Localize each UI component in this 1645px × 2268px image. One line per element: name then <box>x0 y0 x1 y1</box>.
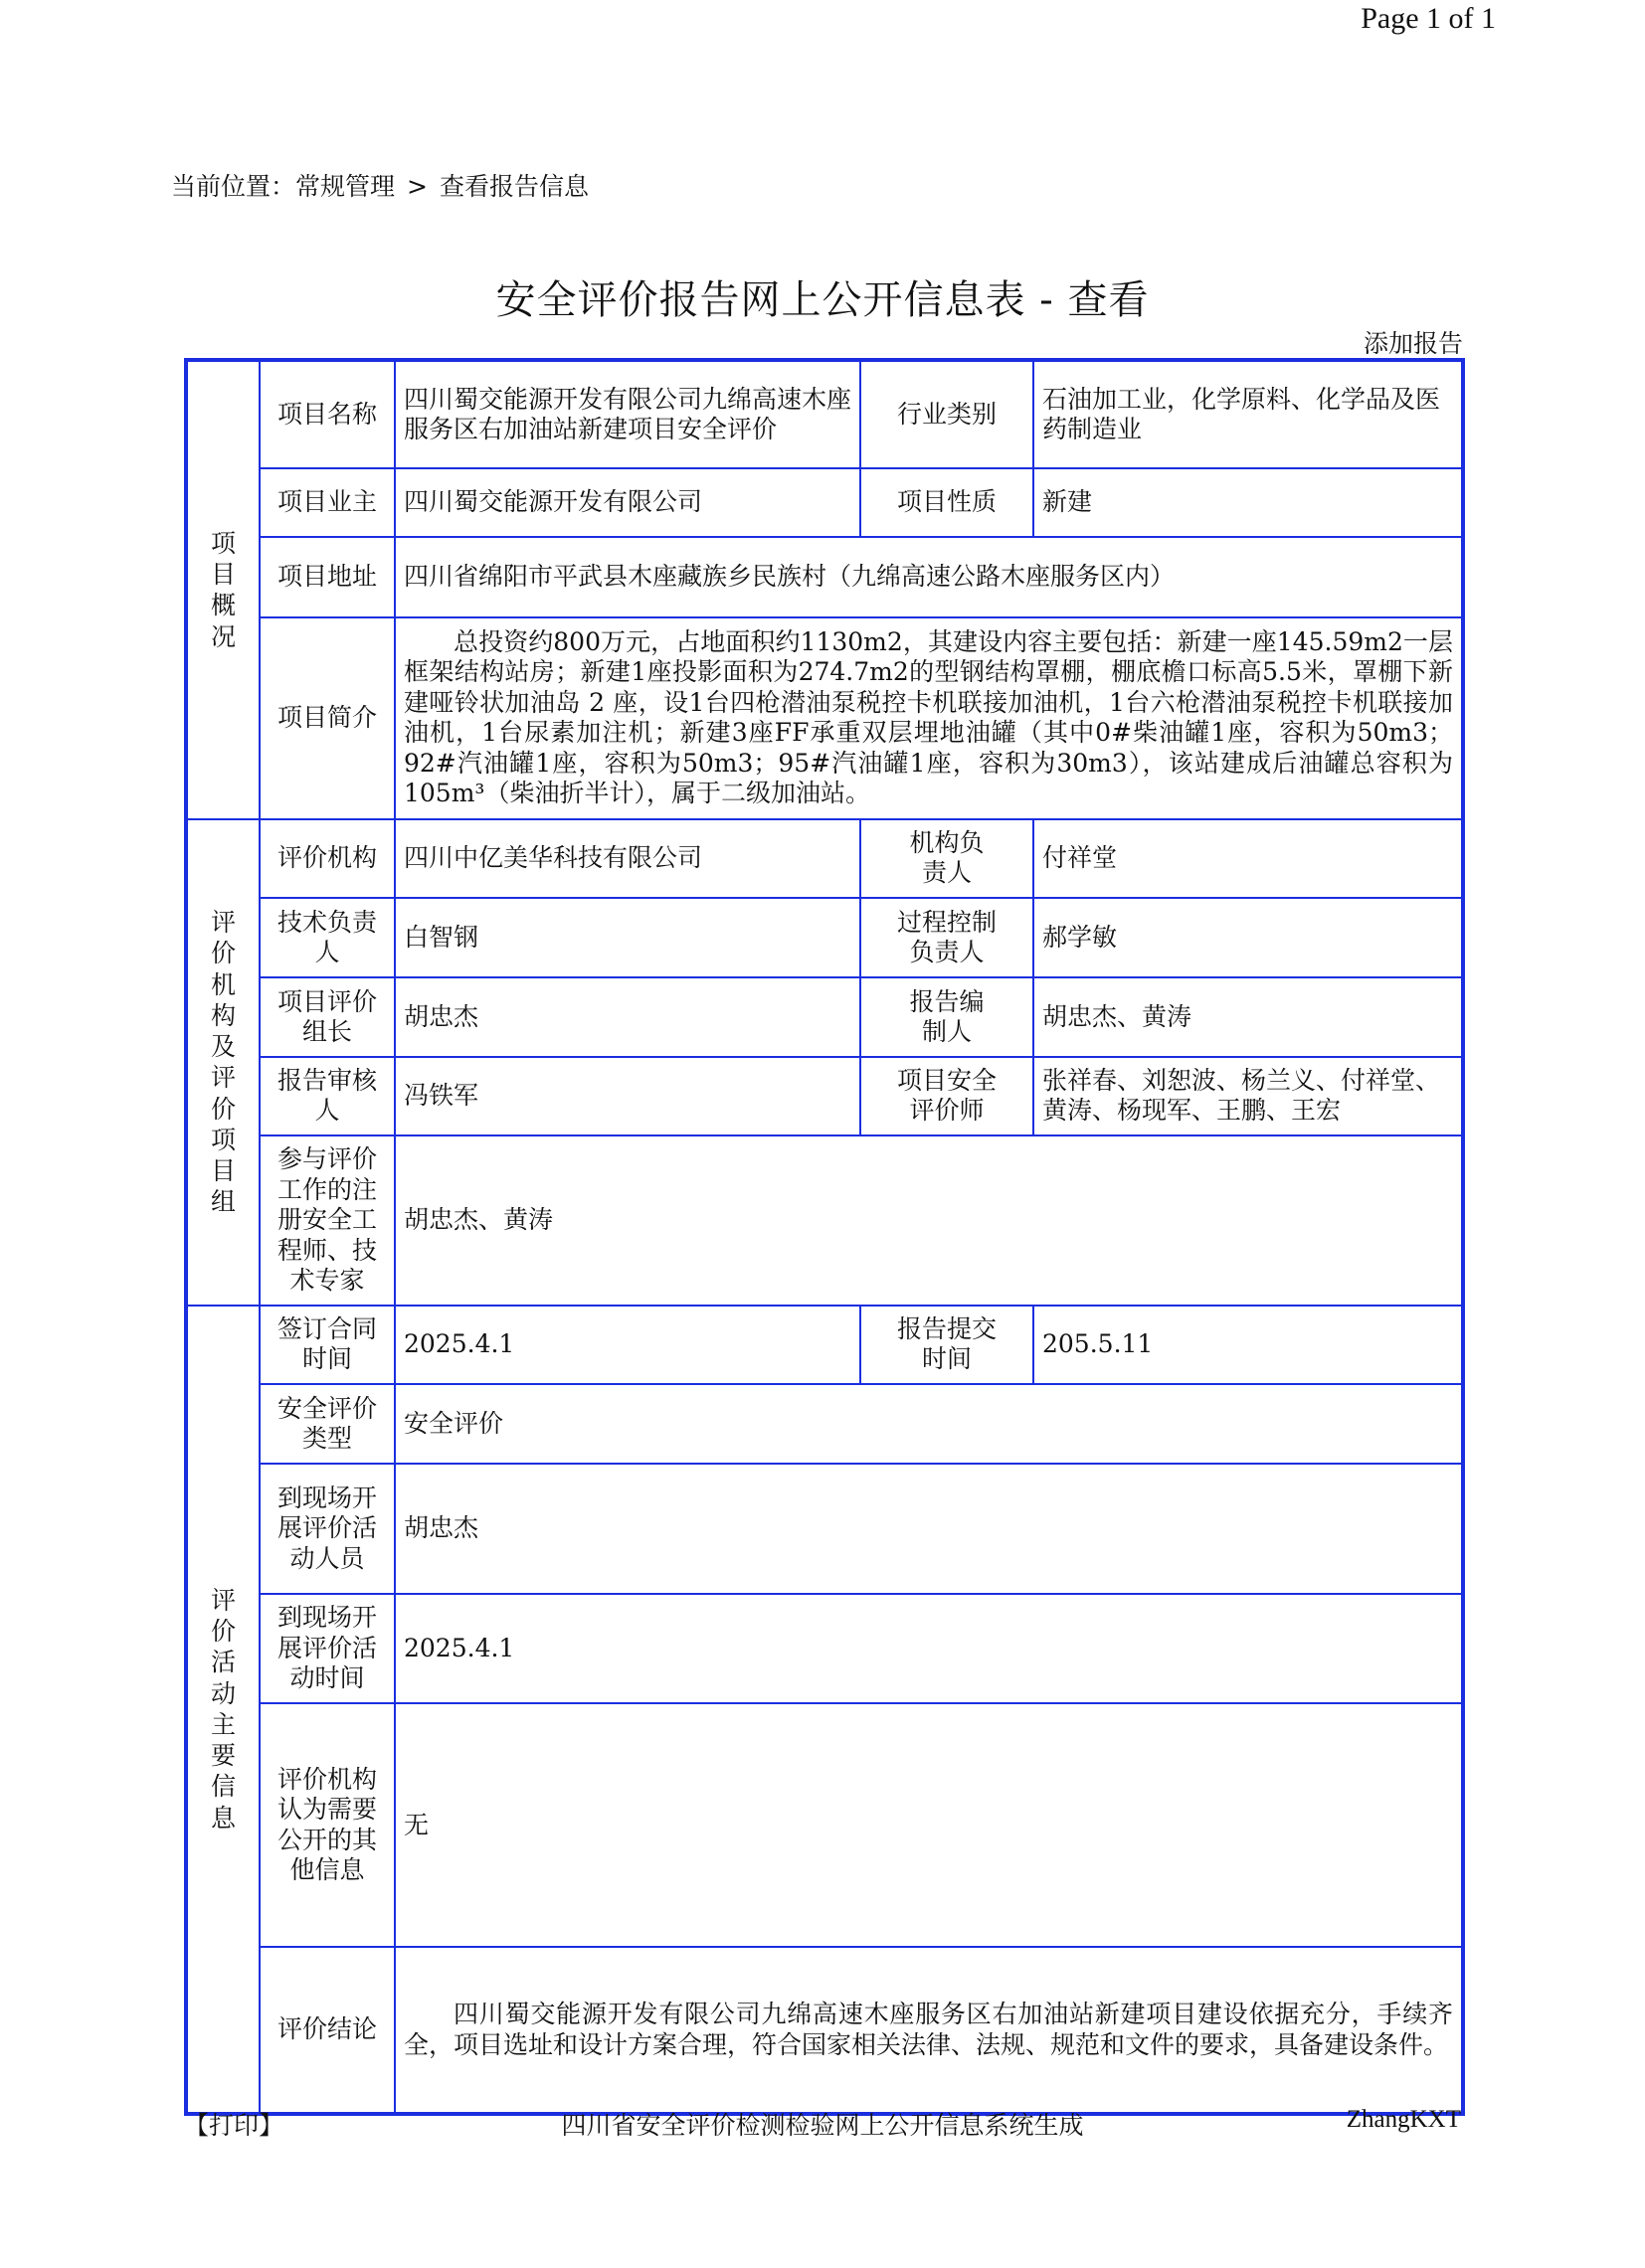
value-eval-type: 安全评价 <box>395 1384 1463 1464</box>
value-engineers: 胡忠杰、黄涛 <box>395 1135 1463 1306</box>
label-nature: 项目性质 <box>860 468 1033 536</box>
table-row <box>186 1594 1463 1703</box>
table-row <box>186 1703 1463 1947</box>
section-activity: 评价活动主要信息 <box>186 1306 260 2114</box>
table-row <box>186 360 1463 468</box>
page-title: 安全评价报告网上公开信息表 - 查看 <box>495 277 1150 323</box>
breadcrumb-separator: > <box>407 172 428 201</box>
breadcrumb <box>171 167 589 203</box>
label-owner: 项目业主 <box>260 468 395 536</box>
label-process-head: 过程控制负责人 <box>860 898 1033 977</box>
label-address: 项目地址 <box>260 537 395 617</box>
label-site-date: 到现场开展评价活动时间 <box>260 1594 395 1703</box>
label-project-name: 项目名称 <box>260 360 395 468</box>
table-row <box>186 537 1463 617</box>
value-process-head: 郝学敏 <box>1033 898 1463 977</box>
label-eval-type: 安全评价类型 <box>260 1384 395 1464</box>
table-row <box>186 1135 1463 1306</box>
label-submit-date: 报告提交时间 <box>860 1306 1033 1384</box>
label-group-leader: 项目评价组长 <box>260 977 395 1056</box>
label-intro: 项目简介 <box>260 617 395 819</box>
label-conclusion: 评价结论 <box>260 1947 395 2114</box>
value-conclusion: 四川蜀交能源开发有限公司九绵高速木座服务区右加油站新建项目建设依据充分，手续齐全，项目选址和设计方案合理，符合国家相关法律、法规、规范和文件的要求，具备建设条件。 <box>395 1947 1463 2114</box>
print-link[interactable]: 【打印】 <box>184 2111 284 2140</box>
label-org-head: 机构负责人 <box>860 819 1033 898</box>
breadcrumb-prefix: 当前位置：常规管理 <box>171 172 396 201</box>
label-tech-head: 技术负责人 <box>260 898 395 977</box>
table-row <box>186 898 1463 977</box>
breadcrumb-current: 查看报告信息 <box>439 172 589 201</box>
label-industry: 行业类别 <box>860 360 1033 468</box>
value-contract-date: 2025.4.1 <box>395 1306 860 1384</box>
value-safety-evaluators: 张祥春、刘恕波、杨兰义、付祥堂、黄涛、杨现军、王鹏、王宏 <box>1033 1057 1463 1135</box>
table-row <box>186 617 1463 819</box>
table-row <box>186 1306 1463 1384</box>
add-report-link[interactable]: 添加报告 <box>1363 329 1463 358</box>
label-eval-org: 评价机构 <box>260 819 395 898</box>
label-other-info: 评价机构认为需要公开的其他信息 <box>260 1703 395 1947</box>
table-row <box>186 977 1463 1056</box>
report-info-table <box>184 358 1465 2116</box>
label-reviewer: 报告审核人 <box>260 1057 395 1135</box>
table-row <box>186 468 1463 536</box>
generated-by: 四川省安全评价检测检验网上公开信息系统生成 <box>561 2111 1084 2140</box>
table-row <box>186 1464 1463 1594</box>
value-submit-date: 205.5.11 <box>1033 1306 1463 1384</box>
value-intro: 总投资约800万元，占地面积约1130m2，其建设内容主要包括：新建一座145.59m2一层框架结构站房；新建1座投影面积为274.7m2的型钢结构罩棚，棚底檐口标高5.5米，罩棚下新建哑铃状加油岛 2 座，设1台四枪潜油泵税控卡机联接加油机，1台六枪潜油泵税控卡机联接加油机，1台尿素加注机；新建3座FF承重双层埋地油罐（其中0#柴油罐1座，容积为50m3；92#汽油罐1座，容积为50m3；95#汽油罐1座，容积为30m3），该站建成后油罐总容积为105m³（柴油折半计），属于二级加油站。 <box>395 617 1463 819</box>
value-tech-head: 白智钢 <box>395 898 860 977</box>
table-row <box>186 1384 1463 1464</box>
value-industry: 石油加工业，化学原料、化学品及医药制造业 <box>1033 360 1463 468</box>
page-number: Page 1 of 1 <box>1361 2 1496 35</box>
value-reviewer: 冯铁军 <box>395 1057 860 1135</box>
value-owner: 四川蜀交能源开发有限公司 <box>395 468 860 536</box>
value-site-staff: 胡忠杰 <box>395 1464 1463 1594</box>
value-nature: 新建 <box>1033 468 1463 536</box>
label-engineers: 参与评价工作的注册安全工程师、技术专家 <box>260 1135 395 1306</box>
value-org-head: 付祥堂 <box>1033 819 1463 898</box>
value-site-date: 2025.4.1 <box>395 1594 1463 1703</box>
label-site-staff: 到现场开展评价活动人员 <box>260 1464 395 1594</box>
label-safety-evaluators: 项目安全评价师 <box>860 1057 1033 1135</box>
label-report-author: 报告编制人 <box>860 977 1033 1056</box>
table-row <box>186 1057 1463 1135</box>
value-other-info: 无 <box>395 1703 1463 1947</box>
user-name: ZhangKXT <box>1346 2106 1461 2133</box>
value-report-author: 胡忠杰、黄涛 <box>1033 977 1463 1056</box>
section-overview: 项目概况 <box>186 360 260 819</box>
table-row <box>186 1947 1463 2114</box>
value-project-name: 四川蜀交能源开发有限公司九绵高速木座服务区右加油站新建项目安全评价 <box>395 360 860 468</box>
section-org: 评价机构及评价项目组 <box>186 819 260 1306</box>
table-row <box>186 819 1463 898</box>
value-eval-org: 四川中亿美华科技有限公司 <box>395 819 860 898</box>
value-group-leader: 胡忠杰 <box>395 977 860 1056</box>
label-contract-date: 签订合同时间 <box>260 1306 395 1384</box>
value-address: 四川省绵阳市平武县木座藏族乡民族村（九绵高速公路木座服务区内） <box>395 537 1463 617</box>
